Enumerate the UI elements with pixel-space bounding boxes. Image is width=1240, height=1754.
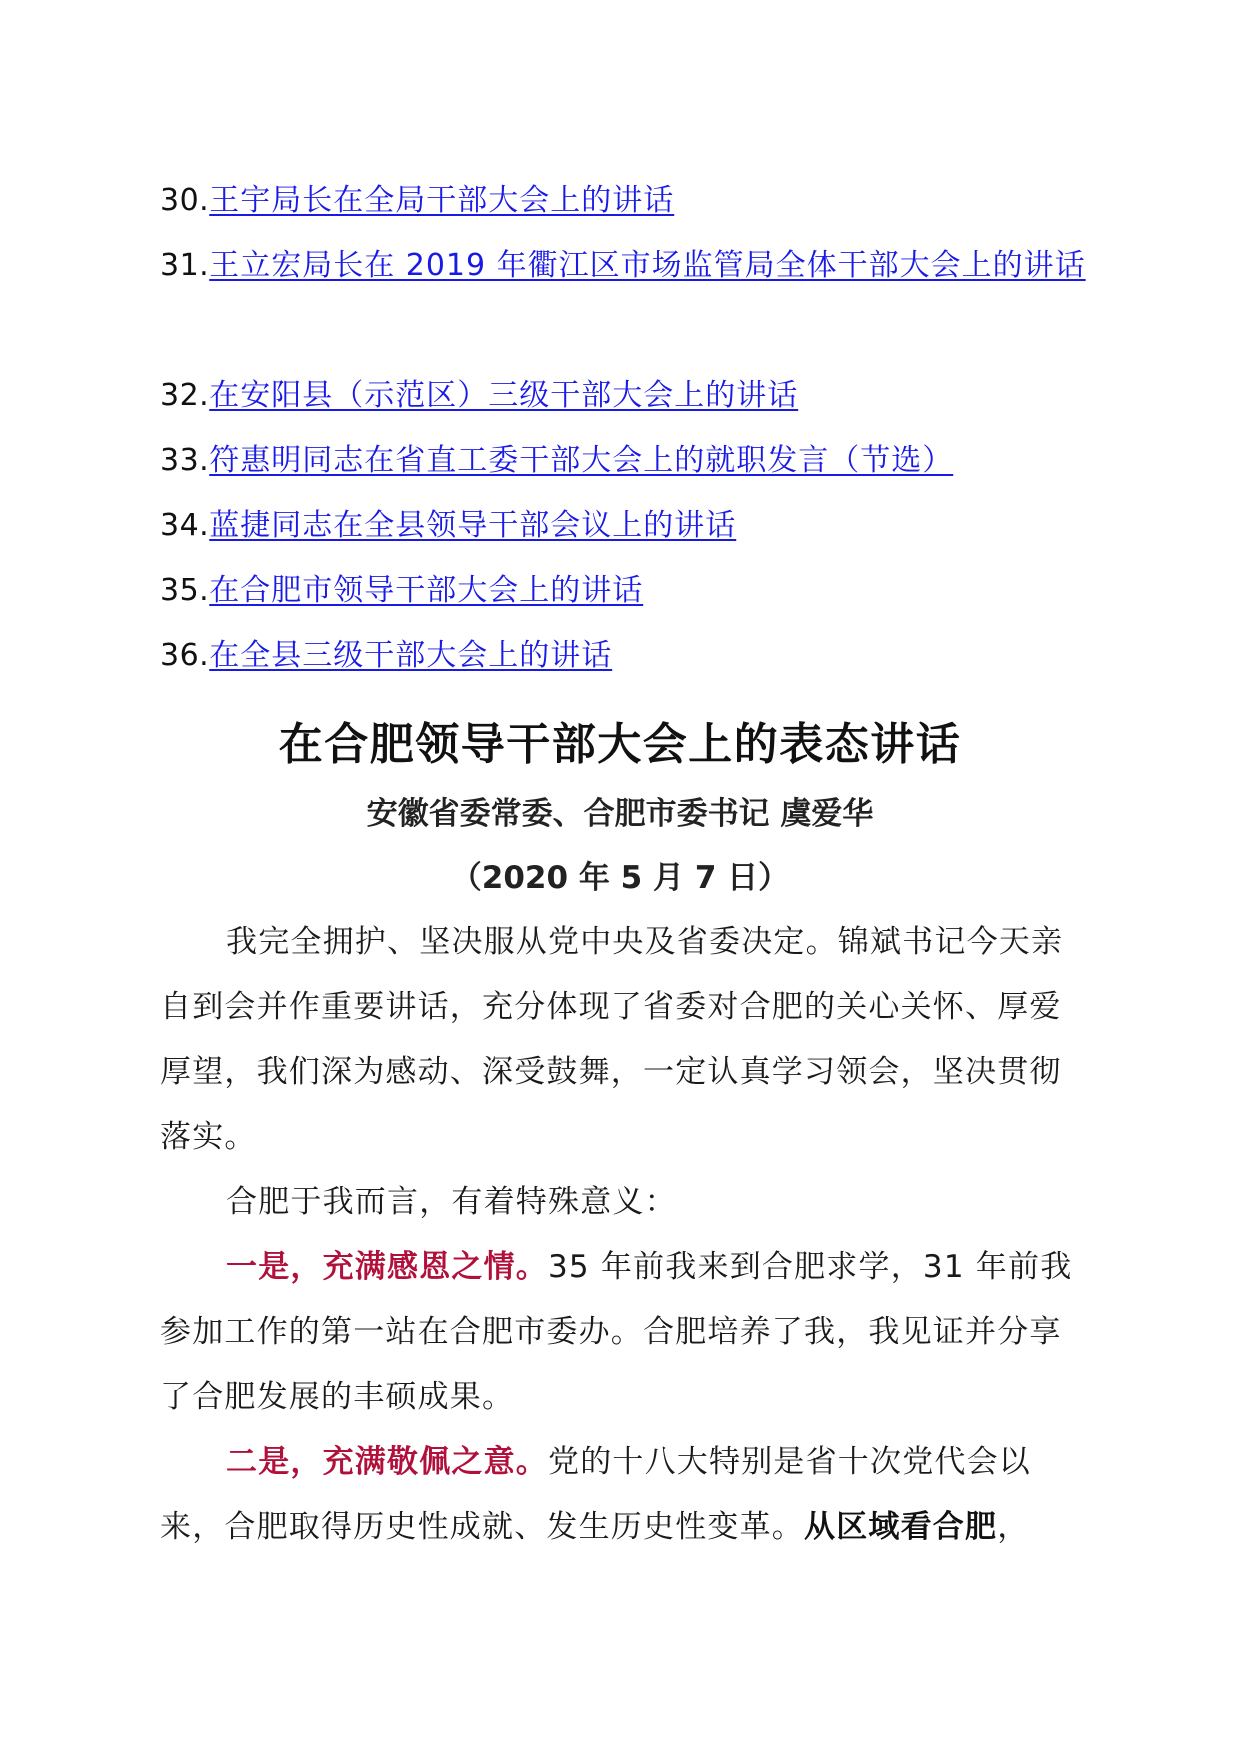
- toc-item-31: [160, 233, 1090, 363]
- table-of-contents: [160, 168, 1090, 688]
- toc-number: 30.: [160, 183, 210, 218]
- toc-item-36: [160, 623, 1090, 688]
- toc-item-34: [160, 493, 1090, 558]
- toc-link-34[interactable]: 蓝捷同志在全县领导干部会议上的讲话: [209, 508, 737, 543]
- toc-link-30[interactable]: 王宇局长在全局干部大会上的讲话: [209, 183, 675, 218]
- paragraph-3-text: 35 年前我来到合肥求学，31 年前我参加工作的第一站在合肥市委办。合肥培养了我，我见证并分享了合肥发展的丰硕成果。: [160, 1249, 1073, 1415]
- paragraph-3-lead: 一是，充满感恩之情。: [226, 1249, 548, 1285]
- toc-item-35: [160, 558, 1090, 623]
- toc-number: 32.: [160, 378, 210, 413]
- paragraph-1: 我完全拥护、坚决服从党中央及省委决定。锦斌书记今天亲自到会并作重要讲话，充分体现了省委对合肥的关心关怀、厚爱厚望，我们深为感动、深受鼓舞，一定认真学习领会，坚决贯彻落实。: [160, 924, 1064, 1155]
- article-title: 在合肥领导干部大会上的表态讲话: [278, 719, 962, 770]
- article-author-line: 安徽省委常委、合肥市委书记 虞爱华: [366, 796, 874, 832]
- article-body: [160, 910, 1090, 1560]
- toc-link-36[interactable]: 在全县三级干部大会上的讲话: [209, 638, 613, 673]
- toc-link-31[interactable]: 王立宏局长在 2019 年衢江区市场监管局全体干部大会上的讲话: [209, 248, 1086, 283]
- toc-number: 31.: [160, 248, 210, 283]
- paragraph-4-lead: 二是，充满敬佩之意。: [226, 1444, 548, 1480]
- toc-number: 34.: [160, 508, 210, 543]
- toc-number: 35.: [160, 573, 210, 608]
- toc-link-32[interactable]: 在安阳县（示范区）三级干部大会上的讲话: [209, 378, 799, 413]
- article-date: （2020 年 5 月 7 日）: [450, 860, 790, 896]
- toc-number: 33.: [160, 443, 210, 478]
- toc-item-30: [160, 168, 1090, 233]
- paragraph-4-bold: 从区域看合肥: [804, 1509, 998, 1545]
- paragraph-4-text: 党的十八大特别是省十次党代会以来，合肥取得历史性成就、发生历史性变革。: [160, 1444, 1031, 1545]
- paragraph-4: [160, 1430, 1090, 1560]
- paragraph-2: 合肥于我而言，有着特殊意义：: [226, 1184, 677, 1220]
- toc-link-33[interactable]: 符惠明同志在省直工委干部大会上的就职发言（节选）: [209, 443, 954, 478]
- toc-item-33: [160, 428, 1090, 493]
- toc-link-35[interactable]: 在合肥市领导干部大会上的讲话: [209, 573, 644, 608]
- toc-item-32: [160, 363, 1090, 428]
- paragraph-4-tail: ，: [997, 1509, 1030, 1545]
- paragraph-3: [160, 1235, 1090, 1430]
- toc-number: 36.: [160, 638, 210, 673]
